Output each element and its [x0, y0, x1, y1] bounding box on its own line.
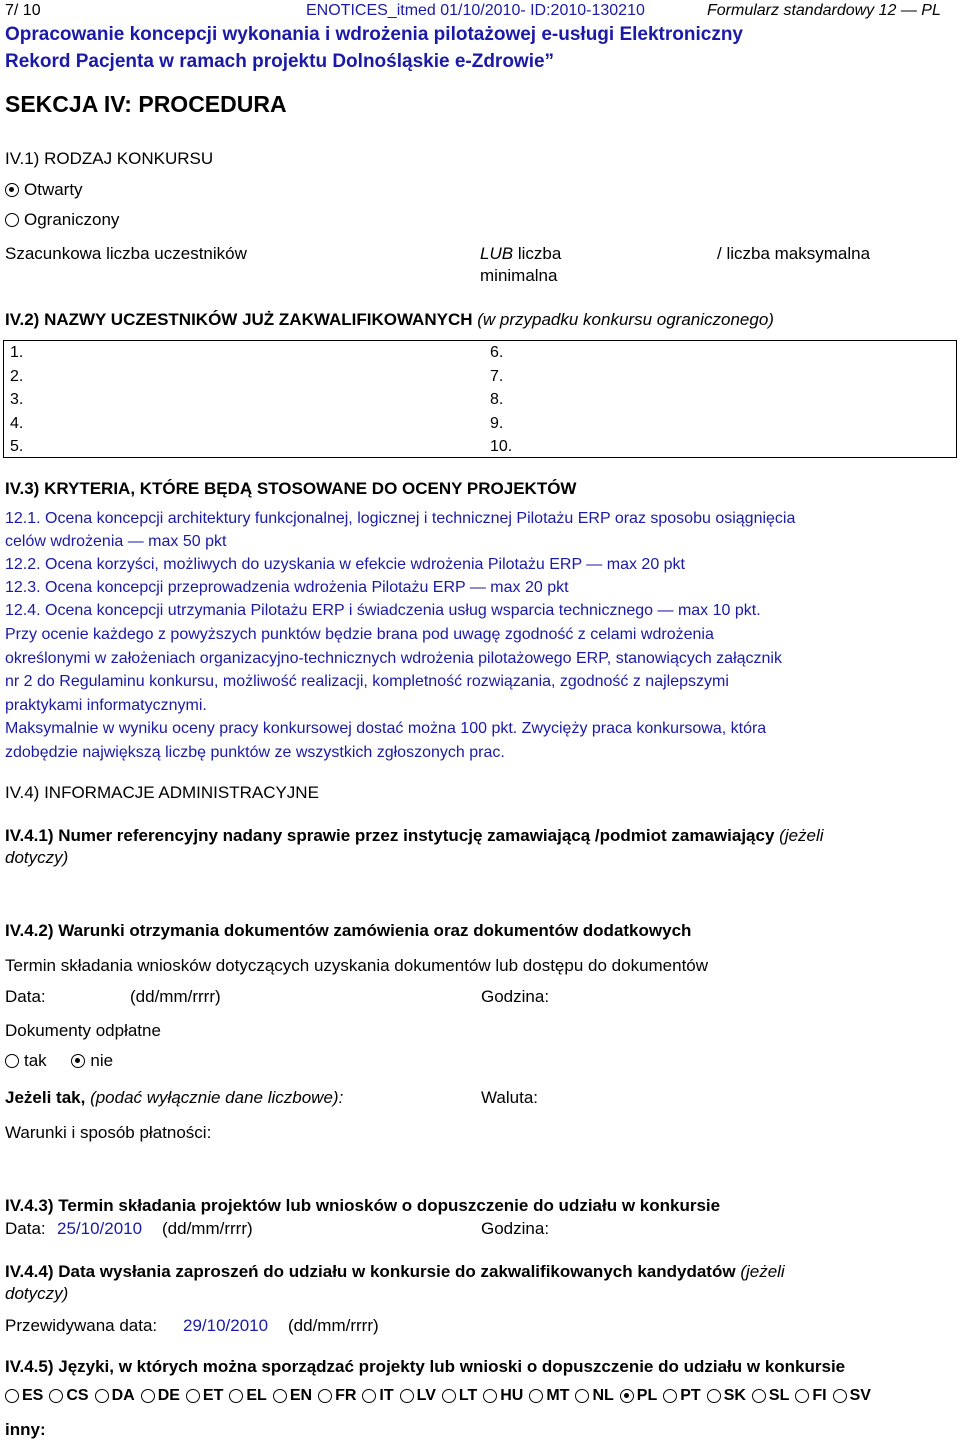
if-yes-label — [5, 1086, 343, 1109]
iv1-heading: IV.1) RODZAJ KONKURSU — [5, 149, 214, 168]
language-option-lv[interactable] — [400, 1387, 436, 1405]
language-option-fi[interactable] — [795, 1387, 826, 1405]
radio-off-icon — [5, 1054, 19, 1068]
radio-off-icon — [186, 1389, 200, 1403]
language-label: MT — [546, 1387, 570, 1404]
iv4-1-heading-text: IV.4.1) Numer referencyjny nadany sprawie przez instytucję zamawiającą /podmiot zamawiający — [5, 826, 775, 845]
iv2-heading — [5, 308, 774, 331]
iv4-heading: IV.4) INFORMACJE ADMINISTRACYJNE — [5, 783, 319, 802]
language-label: LT — [458, 1387, 478, 1404]
min-participants-label — [480, 242, 561, 265]
radio-on-icon — [5, 183, 19, 197]
radio-off-icon — [707, 1389, 721, 1403]
notice-id: ENOTICES_itmed 01/10/2010- ID:2010-130210 — [306, 2, 645, 19]
radio-off-icon — [5, 1389, 19, 1403]
language-option-sl[interactable] — [752, 1387, 789, 1405]
language-option-da[interactable] — [95, 1387, 135, 1405]
language-label: ET — [202, 1387, 224, 1404]
radio-off-icon — [795, 1389, 809, 1403]
currency-label: Waluta: — [481, 1088, 539, 1107]
language-option-et[interactable] — [186, 1387, 223, 1405]
radio-off-icon — [273, 1389, 287, 1403]
language-label: HU — [500, 1387, 524, 1404]
language-label: SK — [723, 1387, 746, 1404]
radio-restricted[interactable] — [5, 208, 119, 233]
language-option-es[interactable] — [5, 1387, 43, 1405]
participant-7: 7. — [490, 367, 504, 385]
radio-off-icon — [95, 1389, 109, 1403]
radio-off-icon — [442, 1389, 456, 1403]
radio-off-icon — [49, 1389, 63, 1403]
iv2-heading-text: IV.2) NAZWY UCZESTNIKÓW JUŻ ZAKWALIFIKOWANYCH — [5, 310, 473, 329]
submission-time-label: Godzina: — [481, 1219, 550, 1238]
language-option-en[interactable] — [273, 1387, 312, 1405]
language-options — [5, 1387, 871, 1405]
radio-off-icon — [5, 213, 19, 227]
iv3-heading: IV.3) KRYTERIA, KTÓRE BĘDĄ STOSOWANE DO OCENY PROJEKTÓW — [5, 479, 577, 498]
min-label-word: liczba — [517, 244, 562, 263]
language-label: FI — [812, 1387, 827, 1404]
language-option-cs[interactable] — [49, 1387, 88, 1405]
language-option-sv[interactable] — [833, 1387, 871, 1405]
language-label: SV — [849, 1387, 871, 1404]
max-score-line: zdobędzie największą liczbę punktów ze wszystkich zgłoszonych prac. — [5, 743, 505, 761]
documents-deadline-label: Termin składania wniosków dotyczących uzyskania dokumentów lub dostępu do dokumentów — [5, 956, 709, 975]
radio-restricted-label: Ograniczony — [24, 210, 120, 229]
participant-1: 1. — [10, 344, 24, 361]
if-yes-text: Jeżeli tak, — [5, 1088, 86, 1107]
participants-col-right — [490, 341, 512, 459]
evaluation-note-line: określonymi w założeniach organizacyjno-technicznych wdrożenia pilotażowego ERP, stanowiących załącznik — [5, 649, 782, 667]
radio-open-label: Otwarty — [24, 180, 83, 199]
language-label: EN — [289, 1387, 313, 1404]
lub-label: LUB — [480, 244, 514, 263]
radio-off-icon — [483, 1389, 497, 1403]
evaluation-note — [5, 623, 782, 764]
iv4-4-note: (jeżeli — [740, 1262, 785, 1281]
iv4-5-heading: IV.4.5) Języki, w których można sporządzać projekty lub wnioski o dopuszczenie do udziału w konkursie — [5, 1357, 846, 1376]
max-participants-label: / liczba maksymalna — [717, 244, 871, 263]
radio-on-icon — [71, 1054, 85, 1068]
submission-date-value: 25/10/2010 — [57, 1219, 143, 1238]
radio-off-icon — [575, 1389, 589, 1403]
radio-yes-label: tak — [24, 1051, 47, 1070]
participant-2: 2. — [10, 367, 24, 385]
radio-open[interactable] — [5, 178, 83, 203]
min-label-word2: minimalna — [480, 266, 558, 285]
participants-col-left — [10, 341, 23, 459]
language-label: LV — [416, 1387, 436, 1404]
language-label: FR — [335, 1387, 357, 1404]
document-title-line1: Opracowanie koncepcji wykonania i wdrożenia pilotażowej e-usługi Elektroniczny — [5, 24, 744, 45]
invitation-date-label: Przewidywana data: — [5, 1316, 158, 1335]
language-option-pl[interactable] — [620, 1387, 657, 1405]
payment-terms-label: Warunki i sposób płatności: — [5, 1123, 212, 1142]
estimated-participants-label: Szacunkowa liczba uczestników — [5, 244, 247, 263]
radio-off-icon — [752, 1389, 766, 1403]
language-label: SL — [768, 1387, 790, 1404]
paid-documents-label: Dokumenty odpłatne — [5, 1021, 161, 1040]
radio-off-icon — [833, 1389, 847, 1403]
participant-6: 6. — [490, 344, 504, 361]
submission-date-label: Data: — [5, 1219, 46, 1238]
radio-yes[interactable] — [5, 1049, 47, 1072]
iv4-4-heading-text: IV.4.4) Data wysłania zaproszeń do udziału w konkursie do zakwalifikowanych kandydatów — [5, 1262, 736, 1281]
criterion-1-line1: 12.1. Ocena koncepcji architektury funkcjonalnej, logicznej i technicznej Pilotażu ERP oraz sposobu osiągnięcia — [5, 510, 796, 527]
qualified-participants-table — [3, 340, 957, 458]
language-label: DE — [157, 1387, 180, 1404]
page-number: 7/ 10 — [5, 2, 41, 19]
iv2-heading-note: (w przypadku konkursu ograniczonego) — [477, 310, 774, 329]
iv4-1-note-line2: dotyczy) — [5, 848, 69, 867]
time-label: Godzina: — [481, 987, 550, 1006]
language-option-sk[interactable] — [707, 1387, 746, 1405]
evaluation-note-line: praktykami informatycznymi. — [5, 696, 207, 714]
language-option-de[interactable] — [141, 1387, 180, 1405]
participant-5: 5. — [10, 438, 24, 455]
language-option-pt[interactable] — [663, 1387, 700, 1405]
participant-10: 10. — [490, 438, 513, 455]
other-language-label: inny: — [5, 1420, 46, 1439]
date-format: (dd/mm/rrrr) — [130, 987, 221, 1006]
language-option-it[interactable] — [362, 1387, 393, 1405]
language-label: NL — [592, 1387, 614, 1404]
radio-off-icon — [400, 1389, 414, 1403]
language-option-fr[interactable] — [318, 1387, 356, 1405]
language-label: PT — [680, 1387, 701, 1404]
invitation-date-format: (dd/mm/rrrr) — [288, 1316, 379, 1335]
radio-off-icon — [529, 1389, 543, 1403]
iv4-1-heading — [5, 824, 824, 847]
participant-8: 8. — [490, 391, 504, 408]
radio-no-label: nie — [90, 1051, 114, 1070]
radio-no[interactable] — [71, 1049, 113, 1072]
iv4-2-heading: IV.4.2) Warunki otrzymania dokumentów zamówienia oraz dokumentów dodatkowych — [5, 921, 692, 940]
iv4-3-heading: IV.4.3) Termin składania projektów lub wniosków o dopuszczenie do udziału w konkursie — [5, 1196, 721, 1215]
iv4-1-note: (jeżeli — [779, 826, 824, 845]
language-option-mt[interactable] — [529, 1387, 569, 1405]
participant-9: 9. — [490, 414, 504, 432]
date-label: Data: — [5, 987, 46, 1006]
iv4-4-heading — [5, 1260, 785, 1283]
submission-date-format: (dd/mm/rrrr) — [162, 1219, 253, 1238]
language-option-hu[interactable] — [483, 1387, 523, 1405]
language-option-nl[interactable] — [575, 1387, 613, 1405]
radio-off-icon — [229, 1389, 243, 1403]
document-title-line2: Rekord Pacjenta w ramach projektu Dolnośląskie e-Zdrowie” — [5, 51, 555, 72]
radio-off-icon — [362, 1389, 376, 1403]
radio-off-icon — [318, 1389, 332, 1403]
iv4-4-note-line2: dotyczy) — [5, 1284, 69, 1303]
language-label: EL — [246, 1387, 267, 1404]
evaluation-note-line: nr 2 do Regulaminu konkursu, możliwość realizacji, kompletność rozwiązania, zgodność z najlepszymi — [5, 673, 729, 690]
paid-documents-options — [5, 1049, 113, 1074]
radio-off-icon — [663, 1389, 677, 1403]
language-label: ES — [22, 1387, 44, 1404]
participant-3: 3. — [10, 391, 24, 408]
if-yes-note: (podać wyłącznie dane liczbowe): — [90, 1088, 344, 1107]
language-label: PL — [636, 1387, 658, 1404]
criterion-4: 12.4. Ocena koncepcji utrzymania Pilotażu ERP i świadczenia usług wsparcia technicznego — max 10 pkt. — [5, 602, 761, 619]
language-label: IT — [379, 1387, 394, 1404]
participant-4: 4. — [10, 414, 24, 432]
criterion-3: 12.3. Ocena koncepcji przeprowadzenia wdrożenia Pilotażu ERP — max 20 pkt — [5, 579, 569, 596]
evaluation-note-line: Przy ocenie każdego z powyższych punktów będzie brana pod uwagę zgodność z celami wdrożenia — [5, 626, 714, 643]
language-label: CS — [66, 1387, 89, 1404]
section-title: SEKCJA IV: PROCEDURA — [5, 91, 287, 117]
language-option-lt[interactable] — [442, 1387, 477, 1405]
form-name: Formularz standardowy 12 — PL — [707, 2, 941, 19]
criterion-2: 12.2. Ocena korzyści, możliwych do uzyskania w efekcie wdrożenia Pilotażu ERP — max 20 pkt — [5, 556, 685, 573]
language-label: DA — [111, 1387, 135, 1404]
radio-on-icon — [620, 1389, 634, 1403]
max-score-line: Maksymalnie w wyniku oceny pracy konkursowej dostać można 100 pkt. Zwycięży praca konkursowa, która — [5, 720, 767, 737]
language-option-el[interactable] — [229, 1387, 266, 1405]
radio-off-icon — [141, 1389, 155, 1403]
criterion-1-line2: celów wdrożenia — max 50 pkt — [5, 533, 227, 550]
invitation-date-value: 29/10/2010 — [183, 1316, 269, 1335]
